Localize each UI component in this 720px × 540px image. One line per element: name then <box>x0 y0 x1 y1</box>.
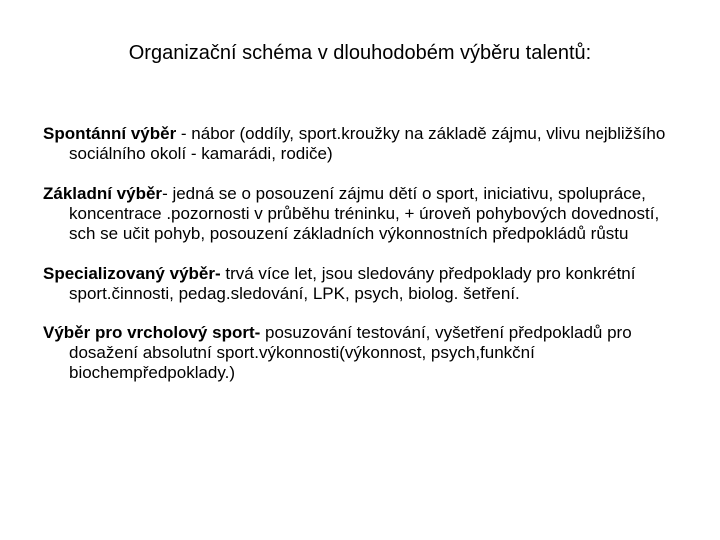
item-lead: Základní výběr <box>43 184 163 203</box>
item-lead: Výběr pro vrcholový sport- <box>43 323 261 342</box>
item-lead: Spontánní výběr <box>43 124 177 143</box>
slide-content <box>43 124 683 383</box>
item-text: - jedná se o posouzení zájmu dětí o sport, iniciativu, spolupráce, koncentrace .pozornosti v průběhu tréninku, + úroveň pohybových dovedností, sch se učit pohyb, posouzení základních výkonnostních předpokládů růstu <box>69 184 660 243</box>
item-text: - nábor (oddíly, sport.kroužky na základě zájmu, vlivu nejbližšího sociálního okolí - kamarádi, rodiče) <box>69 124 666 163</box>
list-item-specialized-selection <box>43 264 683 304</box>
slide-title: Organizační schéma v dlouhodobém výběru talentů: <box>128 42 592 64</box>
list-item-basic-selection <box>43 184 683 244</box>
item-lead: Specializovaný výběr- <box>43 264 221 283</box>
item-text: trvá více let, jsou sledovány předpoklady pro konkrétní sport.činnosti, pedag.sledování, LPK, psych, biolog. šetření. <box>69 264 636 303</box>
item-text: posuzování testování, vyšetření předpokladů pro dosažení absolutní sport.výkonnosti(výkonnost, psych,funkční biochempředpoklady.) <box>69 323 632 382</box>
list-item-top-sport-selection <box>43 323 683 383</box>
list-item-spontaneous-selection <box>43 124 683 164</box>
